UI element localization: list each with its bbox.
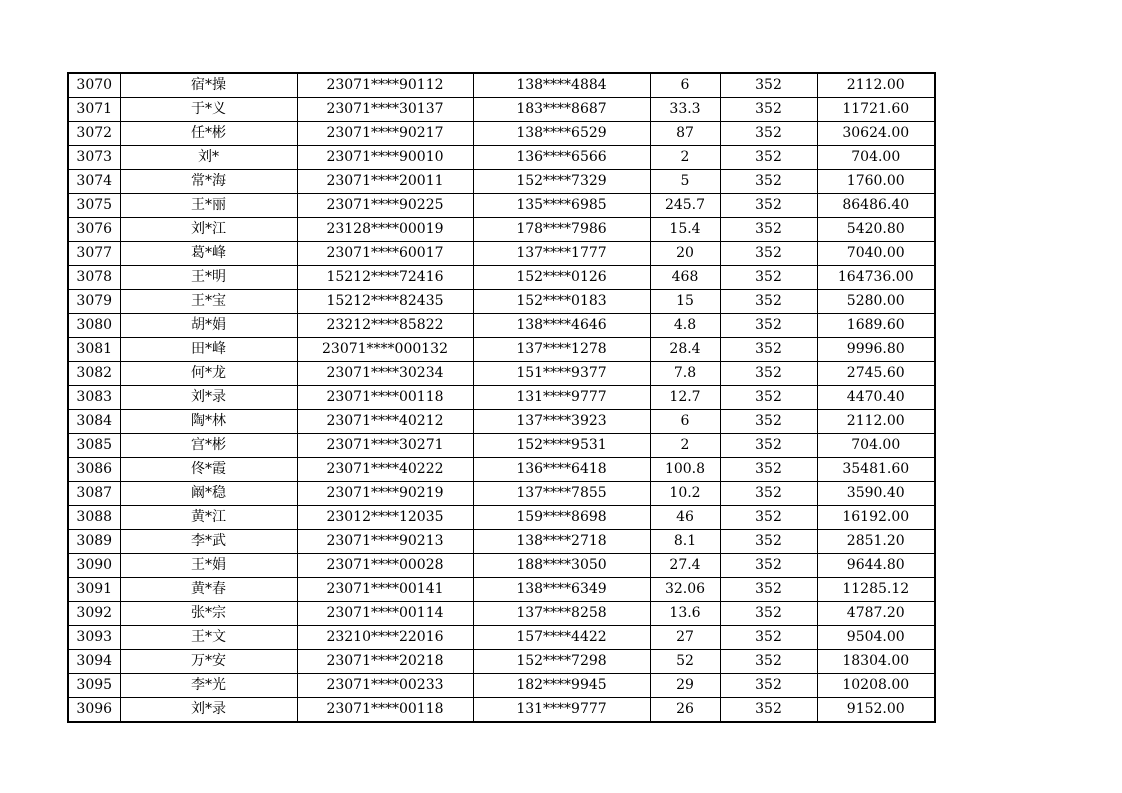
row-number-cell: 3085 xyxy=(68,434,120,458)
unit-price-cell: 352 xyxy=(720,698,817,723)
id-number-cell: 23210****22016 xyxy=(297,626,473,650)
row-number-cell: 3093 xyxy=(68,626,120,650)
name-cell: 刘* xyxy=(120,146,297,170)
id-number-cell: 23071****00233 xyxy=(297,674,473,698)
amount-cell: 2745.60 xyxy=(817,362,935,386)
name-cell: 黄*春 xyxy=(120,578,297,602)
name-cell: 李*武 xyxy=(120,530,297,554)
quantity-cell: 6 xyxy=(650,73,720,98)
row-number-cell: 3072 xyxy=(68,122,120,146)
row-number-cell: 3081 xyxy=(68,338,120,362)
table-row xyxy=(68,122,935,146)
name-cell: 王*宝 xyxy=(120,290,297,314)
id-number-cell: 23071****90219 xyxy=(297,482,473,506)
phone-cell: 157****4422 xyxy=(473,626,650,650)
name-cell: 刘*录 xyxy=(120,386,297,410)
name-cell: 黄*江 xyxy=(120,506,297,530)
phone-cell: 138****6349 xyxy=(473,578,650,602)
row-number-cell: 3084 xyxy=(68,410,120,434)
table-row xyxy=(68,482,935,506)
quantity-cell: 7.8 xyxy=(650,362,720,386)
phone-cell: 136****6566 xyxy=(473,146,650,170)
row-number-cell: 3083 xyxy=(68,386,120,410)
unit-price-cell: 352 xyxy=(720,650,817,674)
quantity-cell: 28.4 xyxy=(650,338,720,362)
phone-cell: 152****7329 xyxy=(473,170,650,194)
unit-price-cell: 352 xyxy=(720,434,817,458)
quantity-cell: 29 xyxy=(650,674,720,698)
phone-cell: 137****1278 xyxy=(473,338,650,362)
quantity-cell: 468 xyxy=(650,266,720,290)
amount-cell: 704.00 xyxy=(817,146,935,170)
table-row xyxy=(68,578,935,602)
id-number-cell: 23071****90112 xyxy=(297,73,473,98)
quantity-cell: 15 xyxy=(650,290,720,314)
name-cell: 万*安 xyxy=(120,650,297,674)
table-row xyxy=(68,506,935,530)
unit-price-cell: 352 xyxy=(720,674,817,698)
amount-cell: 11285.12 xyxy=(817,578,935,602)
table-body xyxy=(68,73,935,722)
row-number-cell: 3094 xyxy=(68,650,120,674)
amount-cell: 1689.60 xyxy=(817,314,935,338)
name-cell: 张*宗 xyxy=(120,602,297,626)
quantity-cell: 245.7 xyxy=(650,194,720,218)
id-number-cell: 23212****85822 xyxy=(297,314,473,338)
amount-cell: 9504.00 xyxy=(817,626,935,650)
quantity-cell: 2 xyxy=(650,146,720,170)
table-row xyxy=(68,170,935,194)
unit-price-cell: 352 xyxy=(720,458,817,482)
id-number-cell: 23071****40222 xyxy=(297,458,473,482)
amount-cell: 3590.40 xyxy=(817,482,935,506)
row-number-cell: 3075 xyxy=(68,194,120,218)
unit-price-cell: 352 xyxy=(720,266,817,290)
name-cell: 宿*操 xyxy=(120,73,297,98)
unit-price-cell: 352 xyxy=(720,530,817,554)
id-number-cell: 23071****30137 xyxy=(297,98,473,122)
phone-cell: 138****2718 xyxy=(473,530,650,554)
unit-price-cell: 352 xyxy=(720,386,817,410)
amount-cell: 2112.00 xyxy=(817,73,935,98)
id-number-cell: 15212****72416 xyxy=(297,266,473,290)
amount-cell: 35481.60 xyxy=(817,458,935,482)
name-cell: 王*文 xyxy=(120,626,297,650)
phone-cell: 137****8258 xyxy=(473,602,650,626)
amount-cell: 16192.00 xyxy=(817,506,935,530)
amount-cell: 9996.80 xyxy=(817,338,935,362)
name-cell: 田*峰 xyxy=(120,338,297,362)
amount-cell: 704.00 xyxy=(817,434,935,458)
row-number-cell: 3087 xyxy=(68,482,120,506)
phone-cell: 137****3923 xyxy=(473,410,650,434)
unit-price-cell: 352 xyxy=(720,602,817,626)
unit-price-cell: 352 xyxy=(720,170,817,194)
phone-cell: 137****7855 xyxy=(473,482,650,506)
row-number-cell: 3073 xyxy=(68,146,120,170)
amount-cell: 86486.40 xyxy=(817,194,935,218)
phone-cell: 152****0126 xyxy=(473,266,650,290)
quantity-cell: 87 xyxy=(650,122,720,146)
row-number-cell: 3074 xyxy=(68,170,120,194)
table-row xyxy=(68,338,935,362)
table-row xyxy=(68,626,935,650)
phone-cell: 178****7986 xyxy=(473,218,650,242)
row-number-cell: 3078 xyxy=(68,266,120,290)
table-row xyxy=(68,194,935,218)
name-cell: 王*丽 xyxy=(120,194,297,218)
id-number-cell: 23071****00141 xyxy=(297,578,473,602)
quantity-cell: 46 xyxy=(650,506,720,530)
name-cell: 葛*峰 xyxy=(120,242,297,266)
table-row xyxy=(68,602,935,626)
table-row xyxy=(68,98,935,122)
table-row xyxy=(68,314,935,338)
id-number-cell: 23071****000132 xyxy=(297,338,473,362)
phone-cell: 183****8687 xyxy=(473,98,650,122)
id-number-cell: 23071****00028 xyxy=(297,554,473,578)
amount-cell: 1760.00 xyxy=(817,170,935,194)
id-number-cell: 23012****12035 xyxy=(297,506,473,530)
unit-price-cell: 352 xyxy=(720,362,817,386)
amount-cell: 9644.80 xyxy=(817,554,935,578)
amount-cell: 7040.00 xyxy=(817,242,935,266)
unit-price-cell: 352 xyxy=(720,122,817,146)
id-number-cell: 23071****90010 xyxy=(297,146,473,170)
quantity-cell: 13.6 xyxy=(650,602,720,626)
table-row xyxy=(68,530,935,554)
unit-price-cell: 352 xyxy=(720,242,817,266)
table-row xyxy=(68,362,935,386)
quantity-cell: 52 xyxy=(650,650,720,674)
phone-cell: 138****6529 xyxy=(473,122,650,146)
amount-cell: 5420.80 xyxy=(817,218,935,242)
phone-cell: 138****4884 xyxy=(473,73,650,98)
id-number-cell: 15212****82435 xyxy=(297,290,473,314)
unit-price-cell: 352 xyxy=(720,290,817,314)
phone-cell: 152****7298 xyxy=(473,650,650,674)
quantity-cell: 100.8 xyxy=(650,458,720,482)
table-row xyxy=(68,434,935,458)
quantity-cell: 32.06 xyxy=(650,578,720,602)
quantity-cell: 15.4 xyxy=(650,218,720,242)
name-cell: 何*龙 xyxy=(120,362,297,386)
table-row xyxy=(68,218,935,242)
phone-cell: 159****8698 xyxy=(473,506,650,530)
amount-cell: 4470.40 xyxy=(817,386,935,410)
name-cell: 刘*录 xyxy=(120,698,297,723)
table-row xyxy=(68,73,935,98)
unit-price-cell: 352 xyxy=(720,194,817,218)
row-number-cell: 3077 xyxy=(68,242,120,266)
name-cell: 李*光 xyxy=(120,674,297,698)
unit-price-cell: 352 xyxy=(720,506,817,530)
table-row xyxy=(68,458,935,482)
table-row xyxy=(68,554,935,578)
quantity-cell: 4.8 xyxy=(650,314,720,338)
phone-cell: 182****9945 xyxy=(473,674,650,698)
data-table xyxy=(67,72,936,723)
row-number-cell: 3070 xyxy=(68,73,120,98)
row-number-cell: 3086 xyxy=(68,458,120,482)
name-cell: 常*海 xyxy=(120,170,297,194)
phone-cell: 136****6418 xyxy=(473,458,650,482)
quantity-cell: 5 xyxy=(650,170,720,194)
name-cell: 刘*江 xyxy=(120,218,297,242)
phone-cell: 152****9531 xyxy=(473,434,650,458)
quantity-cell: 12.7 xyxy=(650,386,720,410)
name-cell: 宫*彬 xyxy=(120,434,297,458)
id-number-cell: 23128****00019 xyxy=(297,218,473,242)
table-row xyxy=(68,266,935,290)
row-number-cell: 3080 xyxy=(68,314,120,338)
id-number-cell: 23071****90213 xyxy=(297,530,473,554)
id-number-cell: 23071****00114 xyxy=(297,602,473,626)
unit-price-cell: 352 xyxy=(720,314,817,338)
amount-cell: 11721.60 xyxy=(817,98,935,122)
id-number-cell: 23071****60017 xyxy=(297,242,473,266)
row-number-cell: 3071 xyxy=(68,98,120,122)
quantity-cell: 33.3 xyxy=(650,98,720,122)
unit-price-cell: 352 xyxy=(720,554,817,578)
unit-price-cell: 352 xyxy=(720,98,817,122)
amount-cell: 10208.00 xyxy=(817,674,935,698)
id-number-cell: 23071****30271 xyxy=(297,434,473,458)
row-number-cell: 3079 xyxy=(68,290,120,314)
unit-price-cell: 352 xyxy=(720,410,817,434)
phone-cell: 137****1777 xyxy=(473,242,650,266)
row-number-cell: 3088 xyxy=(68,506,120,530)
name-cell: 任*彬 xyxy=(120,122,297,146)
name-cell: 于*义 xyxy=(120,98,297,122)
table-row xyxy=(68,386,935,410)
name-cell: 胡*娟 xyxy=(120,314,297,338)
amount-cell: 4787.20 xyxy=(817,602,935,626)
quantity-cell: 8.1 xyxy=(650,530,720,554)
amount-cell: 2851.20 xyxy=(817,530,935,554)
id-number-cell: 23071****20011 xyxy=(297,170,473,194)
id-number-cell: 23071****00118 xyxy=(297,698,473,723)
name-cell: 王*娟 xyxy=(120,554,297,578)
amount-cell: 5280.00 xyxy=(817,290,935,314)
quantity-cell: 6 xyxy=(650,410,720,434)
amount-cell: 30624.00 xyxy=(817,122,935,146)
row-number-cell: 3095 xyxy=(68,674,120,698)
row-number-cell: 3090 xyxy=(68,554,120,578)
unit-price-cell: 352 xyxy=(720,482,817,506)
unit-price-cell: 352 xyxy=(720,73,817,98)
phone-cell: 151****9377 xyxy=(473,362,650,386)
amount-cell: 9152.00 xyxy=(817,698,935,723)
row-number-cell: 3096 xyxy=(68,698,120,723)
phone-cell: 131****9777 xyxy=(473,386,650,410)
table-row xyxy=(68,410,935,434)
phone-cell: 131****9777 xyxy=(473,698,650,723)
id-number-cell: 23071****30234 xyxy=(297,362,473,386)
amount-cell: 2112.00 xyxy=(817,410,935,434)
amount-cell: 164736.00 xyxy=(817,266,935,290)
quantity-cell: 10.2 xyxy=(650,482,720,506)
row-number-cell: 3076 xyxy=(68,218,120,242)
id-number-cell: 23071****90225 xyxy=(297,194,473,218)
row-number-cell: 3082 xyxy=(68,362,120,386)
id-number-cell: 23071****00118 xyxy=(297,386,473,410)
row-number-cell: 3092 xyxy=(68,602,120,626)
unit-price-cell: 352 xyxy=(720,578,817,602)
unit-price-cell: 352 xyxy=(720,626,817,650)
id-number-cell: 23071****40212 xyxy=(297,410,473,434)
quantity-cell: 20 xyxy=(650,242,720,266)
row-number-cell: 3091 xyxy=(68,578,120,602)
row-number-cell: 3089 xyxy=(68,530,120,554)
table-row xyxy=(68,698,935,723)
table-row xyxy=(68,290,935,314)
quantity-cell: 2 xyxy=(650,434,720,458)
phone-cell: 135****6985 xyxy=(473,194,650,218)
phone-cell: 188****3050 xyxy=(473,554,650,578)
table-row xyxy=(68,650,935,674)
phone-cell: 152****0183 xyxy=(473,290,650,314)
quantity-cell: 27.4 xyxy=(650,554,720,578)
amount-cell: 18304.00 xyxy=(817,650,935,674)
id-number-cell: 23071****20218 xyxy=(297,650,473,674)
name-cell: 佟*霞 xyxy=(120,458,297,482)
unit-price-cell: 352 xyxy=(720,218,817,242)
name-cell: 阚*稳 xyxy=(120,482,297,506)
unit-price-cell: 352 xyxy=(720,338,817,362)
table-row xyxy=(68,146,935,170)
unit-price-cell: 352 xyxy=(720,146,817,170)
table-row xyxy=(68,242,935,266)
id-number-cell: 23071****90217 xyxy=(297,122,473,146)
name-cell: 王*明 xyxy=(120,266,297,290)
quantity-cell: 26 xyxy=(650,698,720,723)
quantity-cell: 27 xyxy=(650,626,720,650)
name-cell: 陶*林 xyxy=(120,410,297,434)
table-row xyxy=(68,674,935,698)
phone-cell: 138****4646 xyxy=(473,314,650,338)
